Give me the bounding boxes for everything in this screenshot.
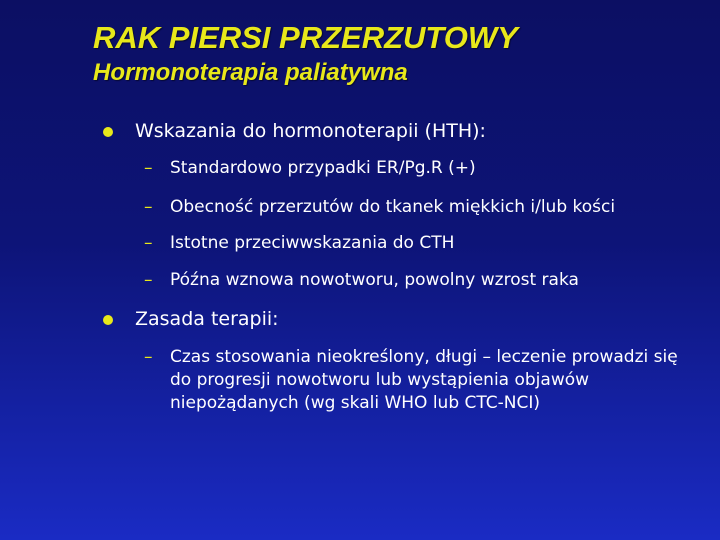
sub-item xyxy=(144,196,615,219)
sub-item xyxy=(144,157,476,180)
sub-item-text: Późna wznowa nowotworu, powolny wzrost raka xyxy=(170,270,579,290)
dash-icon: – xyxy=(144,197,153,217)
sub-item-text: Czas stosowania nieokreślony, długi – leczenie prowadzi się do progresji nowotworu lub wystąpienia objawów niepożądanych (wg skali WHO lub CTC-NCI) xyxy=(170,347,678,413)
bullet-dot-icon xyxy=(103,127,113,137)
dash-icon: – xyxy=(144,347,153,367)
sub-item-text: Istotne przeciwwskazania do CTH xyxy=(170,233,455,253)
sub-item-text: Obecność przerzutów do tkanek miękkich i/lub kości xyxy=(170,197,616,217)
sub-item xyxy=(144,269,579,292)
bullet-text: Wskazania do hormonoterapii (HTH): xyxy=(135,120,486,142)
bullet-dot-icon xyxy=(103,315,113,325)
dash-icon: – xyxy=(144,233,153,253)
sub-item-text: Standardowo przypadki ER/Pg.R (+) xyxy=(170,158,476,178)
dash-icon: – xyxy=(144,158,153,178)
dash-icon: – xyxy=(144,270,153,290)
slide-title: RAK PIERSI PRZERZUTOWY xyxy=(93,20,518,55)
sub-item xyxy=(144,346,700,415)
bullet-therapy-principle xyxy=(103,307,279,331)
bullet-indications xyxy=(103,119,486,143)
sub-item xyxy=(144,232,454,255)
slide-subtitle: Hormonoterapia paliatywna xyxy=(93,59,408,86)
bullet-text: Zasada terapii: xyxy=(135,308,279,330)
